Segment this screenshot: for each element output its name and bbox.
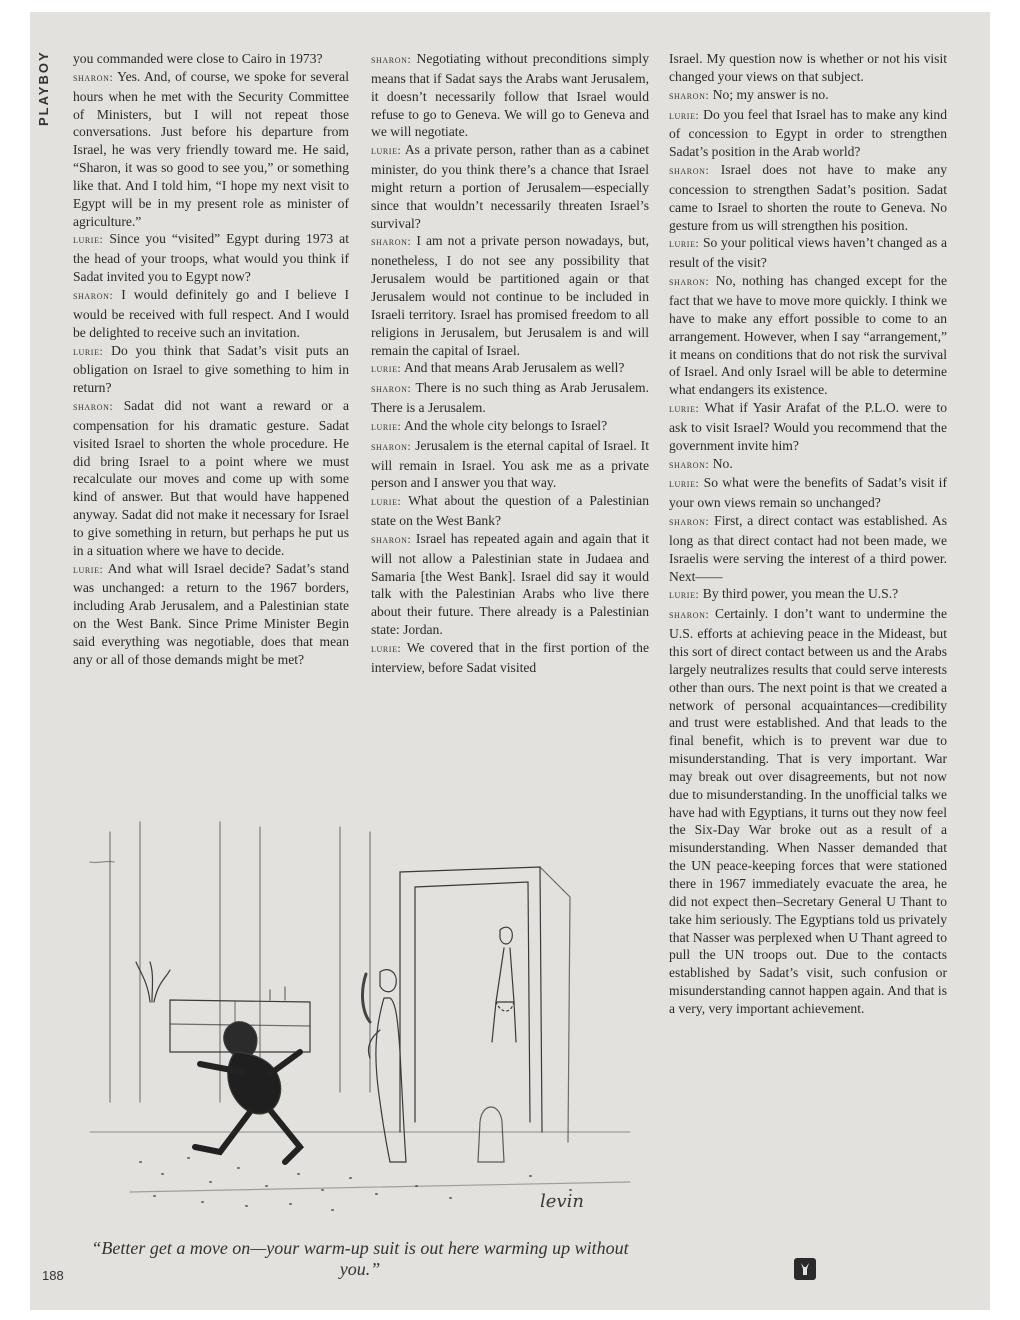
interview-paragraph [371, 639, 649, 677]
interview-paragraph [669, 106, 947, 162]
interview-paragraph [371, 417, 649, 437]
interview-paragraph [669, 272, 947, 399]
paragraph-text: So your political views haven’t changed as a result of the visit? [669, 235, 947, 271]
paragraph-text: We covered that in the first portion of the interview, before Sadat visited [371, 640, 649, 675]
speaker-label: sharon: [669, 89, 710, 102]
speaker-label: lurie: [669, 589, 700, 602]
speaker-label: lurie: [669, 403, 700, 416]
speaker-label: lurie: [73, 345, 104, 358]
interview-paragraph [73, 230, 349, 286]
magazine-page [30, 12, 990, 1310]
paragraph-text: Israel does not have to make any concession to strengthen Sadat’s position. Sadat came to Israel to shorten the route to Geneva. No gesture from us will strengthen his position. [669, 162, 947, 233]
interview-paragraph [669, 512, 947, 585]
interview-paragraph [73, 560, 349, 669]
paragraph-text: There is no such thing as Arab Jerusalem. There is a Jerusalem. [371, 380, 650, 416]
speaker-label: sharon: [371, 383, 412, 396]
speaker-label: lurie: [371, 145, 402, 158]
interview-paragraph [669, 585, 947, 605]
speaker-label: sharon: [371, 533, 412, 546]
interview-paragraph [669, 474, 947, 512]
speaker-label: sharon: [669, 458, 710, 471]
paragraph-text: As a private person, rather than as a cabinet minister, do you think there’s a chance that Israel might return a portion of Jerusalem—especially since that wouldn’t necessarily threaten Israel’s survival? [371, 142, 649, 231]
paragraph-text: I would definitely go and I believe I would be received with full respect. And I would be delighted to receive such an invitation. [73, 286, 349, 340]
interview-paragraph [371, 359, 649, 379]
paragraph-text: And what will Israel decide? Sadat’s stand was unchanged: a return to the 1967 borders, including Arab Jerusalem, and a Palestinian state on the West Bank. Since Prime Minister Begin said everything was negotiable, does that mean any or all of those demands might be met? [73, 560, 349, 667]
interview-paragraph [669, 234, 947, 272]
text-column-3 [669, 50, 947, 1018]
interview-paragraph [371, 141, 649, 232]
speaker-label: sharon: [669, 516, 710, 529]
speaker-label: sharon: [73, 289, 114, 302]
paragraph-text: And that means Arab Jerusalem as well? [404, 360, 625, 376]
paragraph-text: By third power, you mean the U.S.? [702, 586, 899, 602]
cartoon-caption: “Better get a move on—your warm-up suit is out here warming up without you.” [91, 1238, 629, 1279]
speaker-label: lurie: [669, 478, 700, 491]
text-column-2 [371, 50, 649, 677]
cartoonist-signature: levin [540, 1191, 584, 1212]
interview-paragraph [669, 86, 947, 106]
paragraph-text: Israel. My question now is whether or not his visit changed your views on that subject. [669, 51, 947, 84]
paragraph-text: Do you feel that Israel has to make any kind of concession to Egypt in order to strengthen Sadat’s position in the Arab world? [669, 106, 947, 160]
magazine-side-label: PLAYBOY [36, 50, 51, 126]
speaker-label: lurie: [669, 109, 700, 122]
speaker-label: lurie: [73, 234, 104, 247]
paragraph-text: Jerusalem is the eternal capital of Israel. It will remain in Israel. You ask me as a private person and I answer you that way. [371, 437, 649, 491]
speaker-label: sharon: [669, 165, 710, 178]
paragraph-text: No. [712, 455, 733, 471]
speaker-label: sharon: [73, 401, 114, 414]
speaker-label: sharon: [73, 71, 114, 84]
speaker-label: lurie: [371, 420, 402, 433]
paragraph-text: What about the question of a Palestinian state on the West Bank? [371, 493, 650, 529]
paragraph-text: Since you “visited” Egypt during 1973 at the head of your troops, what would you think if Sadat invited you to Egypt now? [73, 231, 349, 285]
interview-paragraph [669, 455, 947, 475]
interview-paragraph [73, 68, 349, 231]
interview-paragraph [371, 379, 649, 417]
interview-paragraph [73, 286, 349, 342]
paragraph-text: And the whole city belongs to Israel? [404, 417, 608, 433]
playboy-rabbit-end-icon [794, 1258, 816, 1280]
paragraph-text: So what were the benefits of Sadat’s visit if your own views remain so unchanged? [669, 475, 947, 511]
speaker-label: lurie: [669, 238, 700, 251]
speaker-label: sharon: [371, 440, 412, 453]
interview-paragraph [669, 161, 947, 234]
paragraph-text: Israel has repeated again and again that it will not allow a Palestinian state in Judaea and Samaria [the West Bank]. Israel did say it would talk with the Palestinian Arabs who live there about their future. There already is a Palestinian state: Jordan. [371, 530, 649, 638]
page-number: 188 [42, 1268, 64, 1283]
speaker-label: sharon: [669, 609, 710, 622]
paragraph-text: What if Yasir Arafat of the P.L.O. were to ask to visit Israel? Would you recommend that the government invite him? [669, 400, 947, 453]
interview-paragraph [371, 232, 649, 359]
speaker-label: lurie: [371, 643, 402, 655]
paragraph-text: Negotiating without preconditions simply means that if Sadat says the Arabs want Jerusalem, it doesn’t necessarily follow that Israel would refuse to go to Geneva. We will go to Geneva and we will negotiate. [371, 51, 649, 140]
interview-paragraph [669, 605, 947, 1017]
speaker-label: lurie: [371, 363, 402, 376]
interview-paragraph [371, 437, 649, 493]
speaker-label: sharon: [669, 276, 710, 289]
interview-paragraph [73, 50, 349, 68]
interview-paragraph [669, 399, 947, 455]
text-column-1 [73, 50, 349, 669]
interview-paragraph [371, 530, 649, 639]
speaker-label: sharon: [371, 236, 412, 249]
speaker-label: lurie: [371, 496, 402, 509]
paragraph-text: I am not a private person nowadays, but, nonetheless, I do not see any possibility that Jerusalem would be partitioned again or that Jerusalem would not continue to be included in Israeli territory. Israel has promised freedom to all religions in Jerusalem, but Jerusalem is and will remain the capital of Israel. [371, 233, 650, 358]
paragraph-text: Yes. And, of course, we spoke for several hours when he met with the Security Committee of Ministers, but I will not repeat those conversations. Just before his departure from Israel, he was very friendly toward me. He said, “Sharon, it was so good to see you,” or something like that. And I told him, “I hope my next visit to Egypt will be in my present role as minister of agriculture.” [73, 68, 349, 229]
paragraph-text: Sadat did not want a reward or a compensation for his dramatic gesture. Sadat visited Israel to shorten the whole procedure. He did bring Israel to a point where we must recalculate our moves and come up with some kind of answer. But that would have happened anyway. Sadat did not make it necessary for Israel to give something in return, but perhaps he put us in a situation where we have to decide. [73, 398, 349, 558]
interview-paragraph [371, 492, 649, 530]
cartoon-illustration [70, 802, 650, 1232]
interview-paragraph [73, 397, 349, 560]
interview-paragraph [669, 50, 947, 86]
paragraph-text: First, a direct contact was established. As long as that direct contact had not been made, we Israelis were serving the interest of a third power. Next—— [669, 513, 947, 584]
paragraph-text: No; my answer is no. [712, 86, 829, 102]
interview-paragraph [73, 342, 349, 398]
speaker-label: lurie: [73, 563, 104, 576]
speaker-label: sharon: [371, 54, 412, 66]
interview-paragraph [371, 50, 649, 141]
paragraph-text: Certainly. I don’t want to undermine the U.S. efforts at achieving peace in the Mideast, but this sort of direct contact between us and the Arabs largely neutralizes results that could serve interests other than ours. The next point is that we created a network of personal acquaintances—credibility and trust were established. And that leads to the final benefit, which is to prevent war due to misunderstanding. That is very important. War may break out over disagreements, but not now due to misunderstanding. In the unofficial talks we have had with Egyptians, it turns out they now feel the Six-Day War broke out as a result of a misunderstanding. When Nasser demanded that the UN peace-keeping forces that were stationed there in 1967 immediately evacuate the area, he did not expect then–Secretary General U Thant to take him seriously. The Egyptians told us privately that Nasser was perplexed when U Thant agreed to pull the UN troops out. Due to the contacts established by Sadat’s visit, such confusion or misunderstanding cannot happen again. And that is a very, very important achievement. [669, 606, 947, 1016]
paragraph-text: Do you think that Sadat’s visit puts an obligation on Israel to give something to him in return? [73, 342, 349, 396]
paragraph-text: you commanded were close to Cairo in 1973? [73, 51, 323, 66]
paragraph-text: No, nothing has changed except for the fact that we have to move more quickly. I think we have to make any effort possible to come to an arrangement. However, when I say “arrangement,” it means on conditions that do not risk the survival of Israel. And only Israel will be able to determine what endangers its existence. [669, 273, 947, 398]
